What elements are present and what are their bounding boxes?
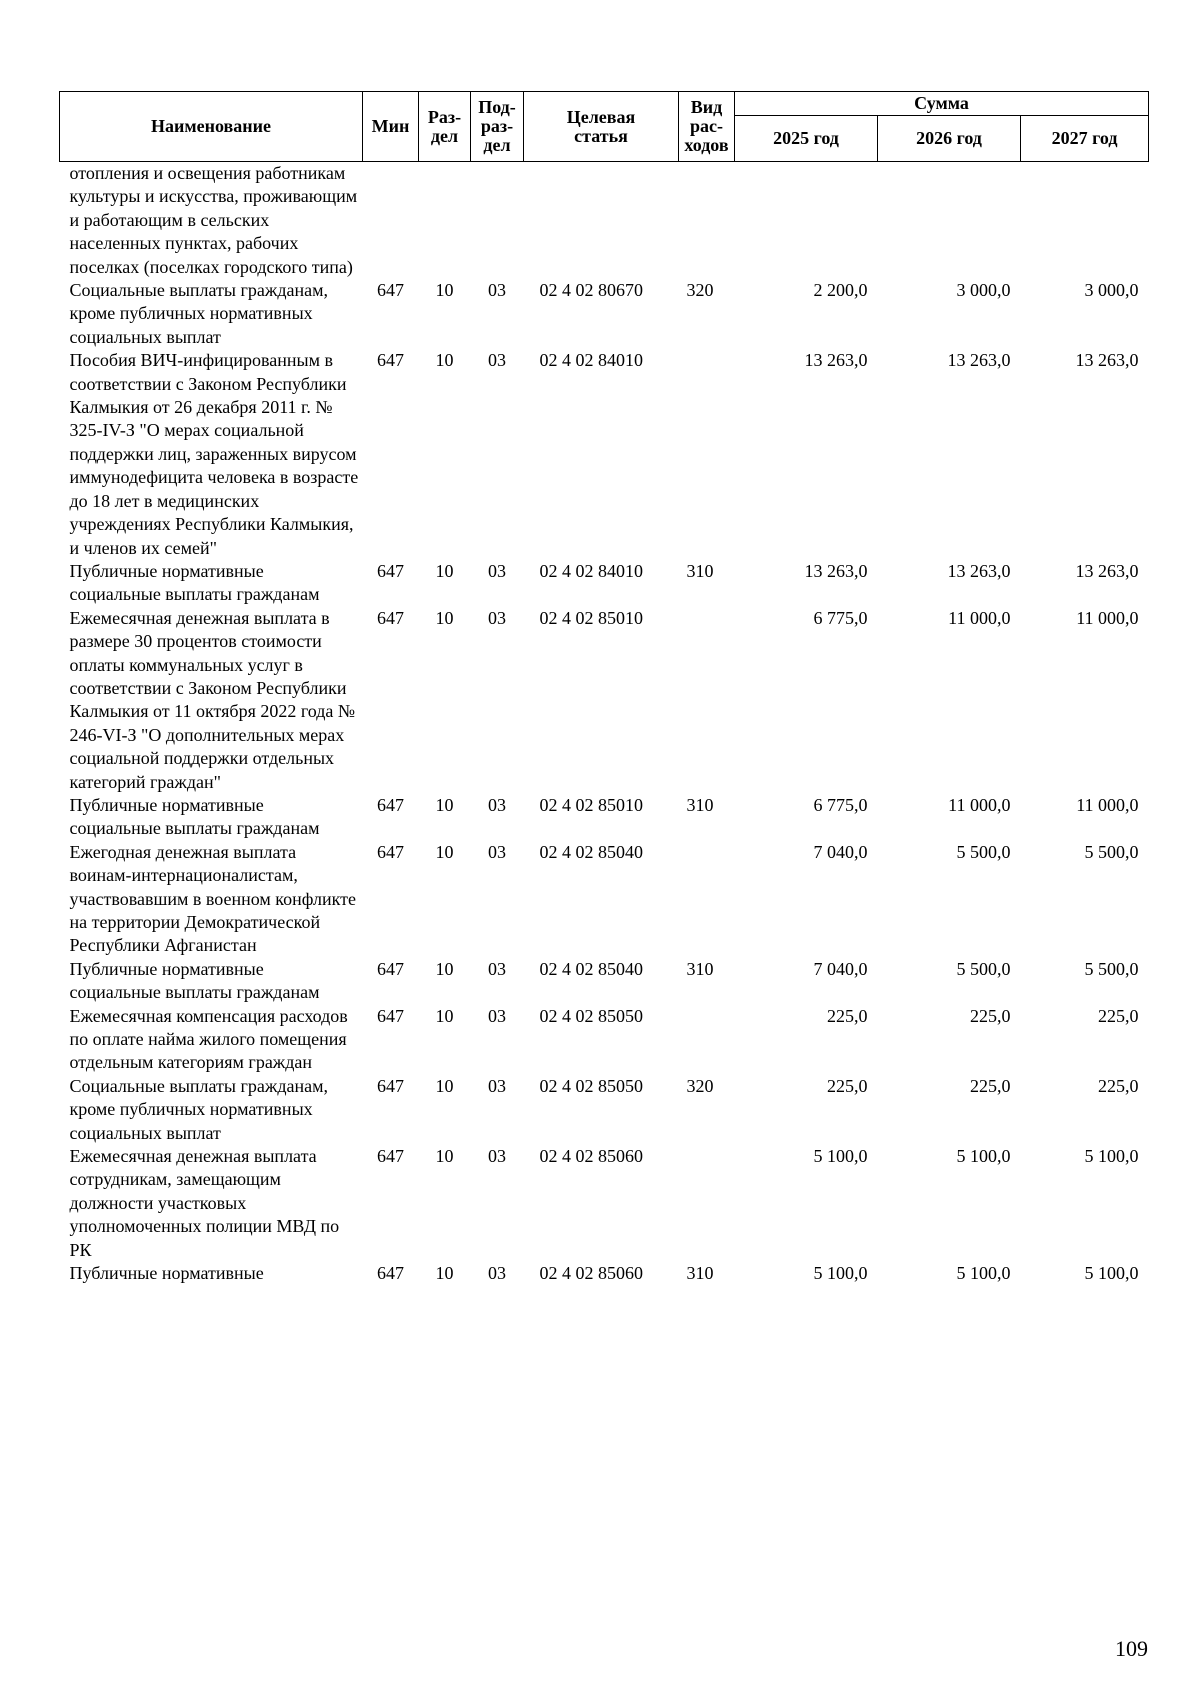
cell-name: Ежемесячная компенсация расходов по оплате найма жилого помещения отдельным категориям граждан [69,1005,348,1073]
cell-name: Публичные нормативные [69,1263,264,1284]
cell-2027: 11 000,0 [1076,607,1139,628]
table-header [60,92,1149,162]
cell-min: 647 [377,560,404,581]
header-year-2027: 2027 год [1021,116,1149,162]
cell-vid: 320 [686,1075,714,1096]
table-row [60,1145,1149,1262]
cell-2027 [1021,162,1149,280]
cell-name: Публичные нормативные социальные выплаты гражданам [69,958,320,1003]
cell-name: Социальные выплаты гражданам, кроме публичных нормативных социальных выплат [69,1075,328,1143]
header-year-2026: 2026 год [878,116,1021,162]
cell-vid: 320 [686,280,714,301]
cell-razdel [419,162,471,280]
cell-celevaya: 02 4 02 85060 [539,1146,643,1167]
cell-2027: 5 500,0 [1084,841,1139,862]
cell-2026: 5 500,0 [956,841,1011,862]
cell-vid: 310 [686,794,714,815]
cell-vid [679,162,735,280]
cell-2025: 225,0 [827,1005,868,1026]
cell-min: 647 [377,1146,404,1167]
cell-min: 647 [377,350,404,371]
table-row [60,1075,1149,1145]
cell-2026: 225,0 [970,1075,1011,1096]
cell-podrazdel: 03 [488,1146,506,1167]
cell-2025: 225,0 [827,1075,868,1096]
cell-2027: 3 000,0 [1084,280,1139,301]
cell-2027: 11 000,0 [1076,794,1139,815]
cell-vid: 310 [686,958,714,979]
cell-podrazdel: 03 [488,1263,506,1284]
cell-razdel: 10 [435,1005,454,1026]
cell-podrazdel: 03 [488,1005,506,1026]
cell-2025: 5 100,0 [813,1146,868,1167]
cell-razdel: 10 [435,560,454,581]
table-row [60,279,1149,349]
cell-min: 647 [377,1005,404,1026]
cell-min: 647 [377,794,404,815]
cell-vid [679,841,735,958]
cell-celevaya: 02 4 02 85040 [539,958,643,979]
cell-vid [679,607,735,794]
table-row [60,1005,1149,1075]
header-summa: Сумма [735,92,1149,116]
cell-2026: 5 100,0 [956,1263,1011,1284]
cell-vid [679,1145,735,1262]
cell-vid: 310 [686,560,714,581]
header-vid: Вид рас- ходов [679,92,735,162]
cell-2025: 5 100,0 [813,1263,868,1284]
cell-razdel: 10 [435,958,454,979]
cell-2027: 5 500,0 [1084,958,1139,979]
cell-podrazdel: 03 [488,280,506,301]
table-row [60,1262,1149,1285]
cell-2025: 13 263,0 [804,350,868,371]
header-razdel: Раз- дел [419,92,471,162]
cell-razdel: 10 [435,280,454,301]
cell-2027: 225,0 [1098,1075,1139,1096]
cell-name: Ежемесячная денежная выплата в размере 30 процентов стоимости оплаты коммунальных услуг в соответствии с Законом Республики Калмыкия от 11 октября 2022 года № 246-VI-З "О дополнительных мерах социальной поддержки отдельных категорий граждан" [69,607,356,792]
table-row [60,958,1149,1005]
cell-celevaya: 02 4 02 85040 [539,841,643,862]
cell-min: 647 [377,958,404,979]
cell-podrazdel [471,162,524,280]
table-row [60,162,1149,280]
cell-name: Ежемесячная денежная выплата сотрудникам, замещающим должности участковых уполномоченных полиции МВД по РК [69,1146,340,1260]
cell-min: 647 [377,607,404,628]
cell-2025: 7 040,0 [813,958,868,979]
cell-2025: 6 775,0 [813,794,868,815]
cell-2027: 5 100,0 [1084,1146,1139,1167]
cell-podrazdel: 03 [488,1075,506,1096]
header-min: Мин [363,92,419,162]
table-body [60,162,1149,1286]
cell-2025 [735,162,878,280]
cell-razdel: 10 [435,350,454,371]
cell-razdel: 10 [435,1146,454,1167]
cell-celevaya [524,162,679,280]
cell-podrazdel: 03 [488,958,506,979]
table-row [60,349,1149,560]
cell-2026: 5 500,0 [956,958,1011,979]
cell-name: отопления и освещения работникам культуры и искусства, проживающим и работающим в сельских населенных пунктах, рабочих поселках (поселках городского типа) [69,163,358,277]
header-celevaya: Целевая статья [524,92,679,162]
cell-2026: 13 263,0 [947,350,1011,371]
cell-2025: 13 263,0 [804,560,868,581]
cell-podrazdel: 03 [488,560,506,581]
cell-2026: 11 000,0 [948,794,1011,815]
cell-celevaya: 02 4 02 85050 [539,1075,643,1096]
cell-razdel: 10 [435,1075,454,1096]
cell-min: 647 [377,841,404,862]
cell-razdel: 10 [435,841,454,862]
cell-vid [679,349,735,560]
cell-razdel: 10 [435,794,454,815]
cell-celevaya: 02 4 02 85010 [539,607,643,628]
cell-2025: 2 200,0 [813,280,868,301]
header-year-2025: 2025 год [735,116,878,162]
header-podrazdel: Под- раз- дел [471,92,524,162]
cell-2027: 5 100,0 [1084,1263,1139,1284]
cell-razdel: 10 [435,1263,454,1284]
cell-name: Социальные выплаты гражданам, кроме публичных нормативных социальных выплат [69,280,328,347]
cell-min [363,162,419,280]
cell-celevaya: 02 4 02 85010 [539,794,643,815]
cell-podrazdel: 03 [488,607,506,628]
cell-podrazdel: 03 [488,841,506,862]
cell-2025: 6 775,0 [813,607,868,628]
cell-celevaya: 02 4 02 84010 [539,560,643,581]
cell-name: Публичные нормативные социальные выплаты гражданам [69,794,320,839]
cell-2026: 11 000,0 [948,607,1011,628]
cell-celevaya: 02 4 02 80670 [539,280,643,301]
cell-2026: 3 000,0 [956,280,1011,301]
cell-vid [679,1005,735,1075]
table-row [60,607,1149,794]
table-row [60,560,1149,607]
header-name: Наименование [60,92,363,162]
cell-name: Пособия ВИЧ-инфицированным в соответствии с Законом Республики Калмыкия от 26 декабря 2011 г. № 325-IV-З "О мерах социальной поддержки лиц, зараженных вирусом иммунодефицита человека в возрасте до 18 лет в медицинских учреждениях Республики Калмыкия, и членов их семей" [69,350,359,558]
cell-podrazdel: 03 [488,794,506,815]
cell-name: Публичные нормативные социальные выплаты гражданам [69,560,320,605]
cell-2027: 13 263,0 [1075,350,1139,371]
cell-podrazdel: 03 [488,350,506,371]
budget-table [59,91,1149,1286]
cell-2026: 5 100,0 [956,1146,1011,1167]
cell-2027: 225,0 [1098,1005,1139,1026]
cell-vid: 310 [686,1263,714,1284]
cell-min: 647 [377,280,404,301]
table-row [60,841,1149,958]
cell-celevaya: 02 4 02 85050 [539,1005,643,1026]
cell-min: 647 [377,1075,404,1096]
cell-2026: 13 263,0 [947,560,1011,581]
table-row [60,794,1149,841]
cell-2027: 13 263,0 [1075,560,1139,581]
cell-2026: 225,0 [970,1005,1011,1026]
cell-celevaya: 02 4 02 85060 [539,1263,643,1284]
cell-2026 [878,162,1021,280]
cell-celevaya: 02 4 02 84010 [539,350,643,371]
cell-min: 647 [377,1263,404,1284]
cell-razdel: 10 [435,607,454,628]
page-number: 109 [1115,1636,1148,1661]
cell-2025: 7 040,0 [813,841,868,862]
cell-name: Ежегодная денежная выплата воинам-интернационалистам, участвовавшим в военном конфликте на территории Демократической Республики Афганистан [69,841,356,956]
